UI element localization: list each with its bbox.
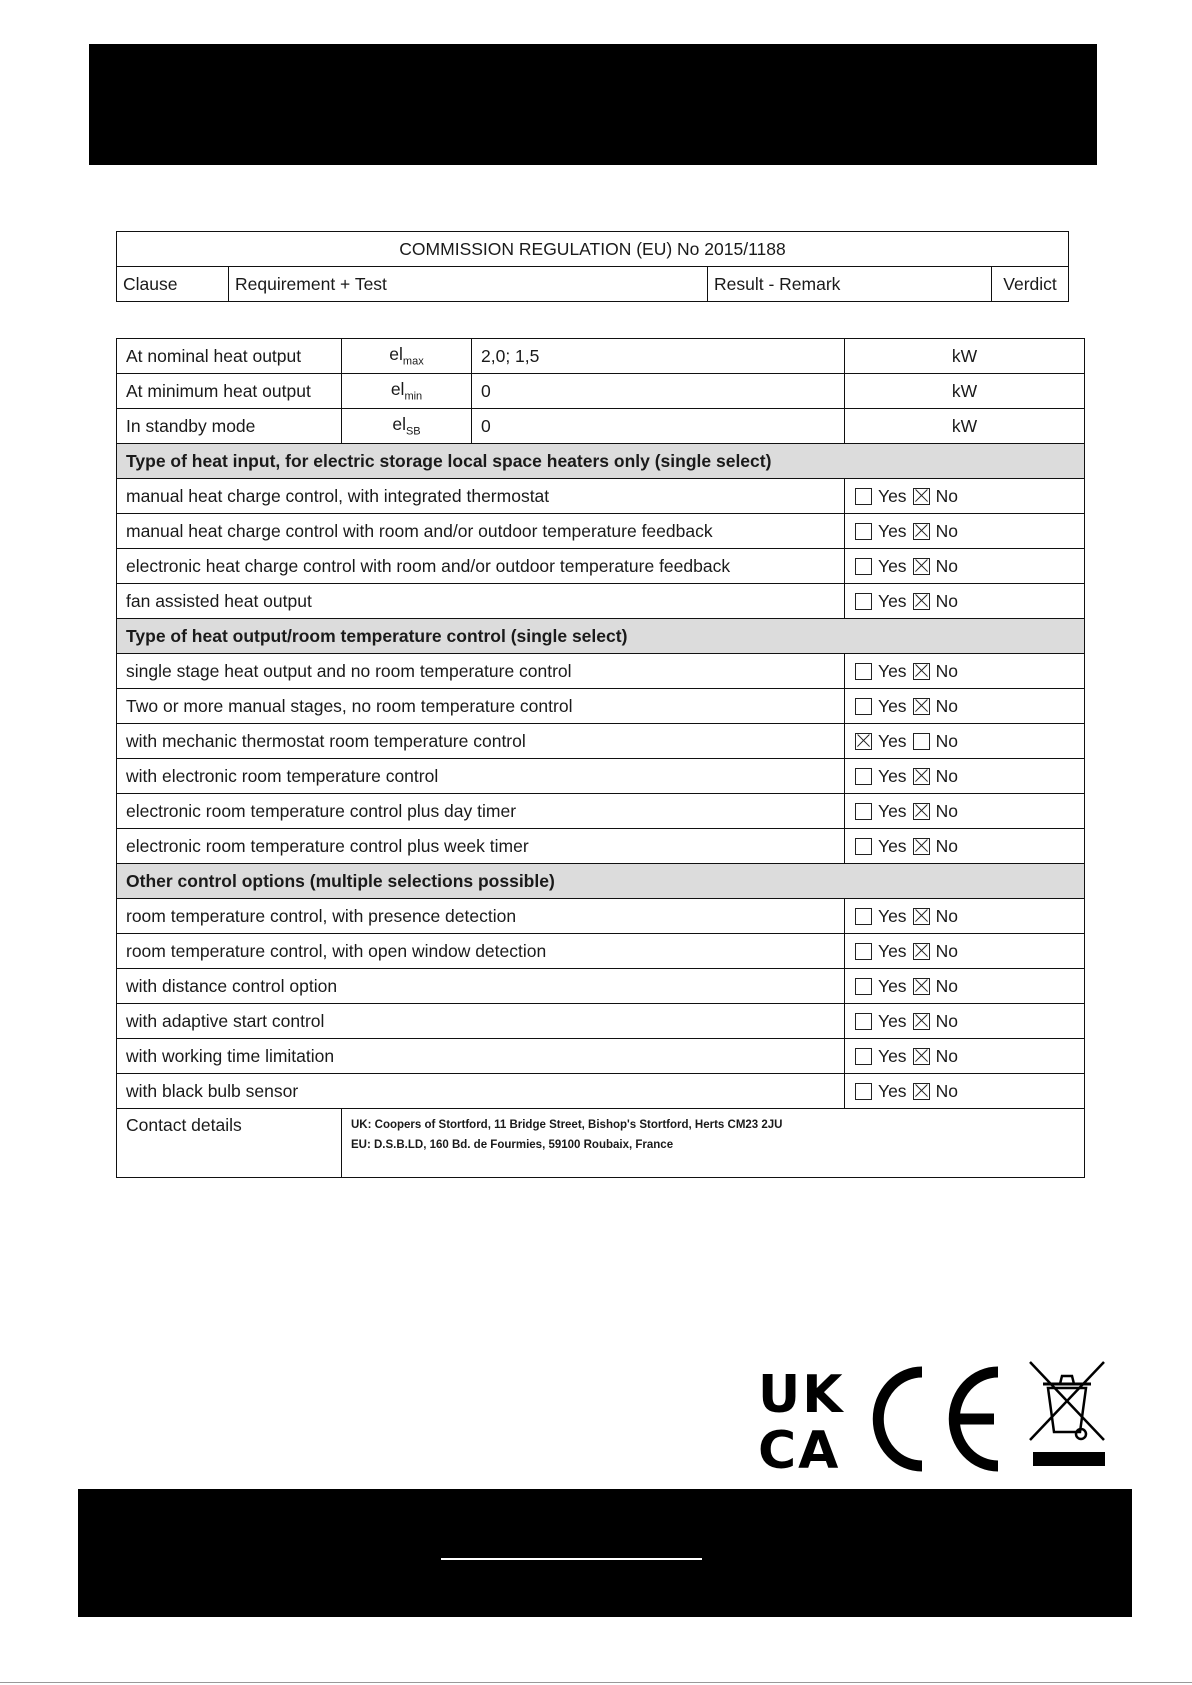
yes-no-selector [845,549,1085,584]
yes-label: Yes [878,660,907,681]
bottom-banner-underline [441,1558,702,1560]
no-checkbox[interactable] [913,768,930,785]
yes-checkbox[interactable] [855,1048,872,1065]
yes-no-selector [845,689,1085,724]
option-label: manual heat charge control with room and/or outdoor temperature feedback [117,514,845,549]
no-checkbox[interactable] [913,733,930,750]
no-label: No [935,660,958,681]
no-checkbox[interactable] [913,488,930,505]
power-symbol [342,339,472,374]
section-title: Type of heat output/room temperature control (single select) [117,619,1085,654]
yes-checkbox[interactable] [855,908,872,925]
option-row [117,1004,1085,1039]
yes-no-selector [845,899,1085,934]
yes-label: Yes [878,905,907,926]
power-value: 2,0; 1,5 [472,339,845,374]
power-symbol-subscript: max [402,355,424,368]
option-label: electronic heat charge control with room and/or outdoor temperature feedback [117,549,845,584]
option-row [117,584,1085,619]
yes-checkbox[interactable] [855,488,872,505]
yes-checkbox[interactable] [855,523,872,540]
column-header-clause: Clause [117,267,229,302]
column-header-result: Result - Remark [708,267,992,302]
yes-checkbox[interactable] [855,733,872,750]
yes-no-selector [845,514,1085,549]
contact-row [117,1109,1085,1178]
option-row [117,794,1085,829]
no-checkbox[interactable] [913,908,930,925]
power-label: In standby mode [117,409,342,444]
ukca-mark [758,1365,845,1472]
yes-checkbox[interactable] [855,943,872,960]
yes-label: Yes [878,800,907,821]
yes-no-selector [845,479,1085,514]
option-row [117,829,1085,864]
yes-no-selector [845,829,1085,864]
option-label: manual heat charge control, with integrated thermostat [117,479,845,514]
yes-label: Yes [878,1080,907,1101]
no-label: No [935,800,958,821]
no-checkbox[interactable] [913,1013,930,1030]
section-header-row [117,444,1085,479]
option-row [117,1039,1085,1074]
yes-no-selector [845,969,1085,1004]
yes-label: Yes [878,1010,907,1031]
power-value: 0 [472,409,845,444]
yes-checkbox[interactable] [855,978,872,995]
section-header-row [117,864,1085,899]
power-row [117,409,1085,444]
power-value: 0 [472,374,845,409]
no-label: No [935,835,958,856]
yes-checkbox[interactable] [855,698,872,715]
option-label: with adaptive start control [117,1004,845,1039]
ce-mark [878,1372,998,1466]
yes-label: Yes [878,940,907,961]
section-title: Type of heat input, for electric storage local space heaters only (single select) [117,444,1085,479]
power-unit: kW [845,409,1085,444]
power-symbol-base: el [390,379,405,400]
yes-label: Yes [878,730,907,751]
no-label: No [935,555,958,576]
no-label: No [935,940,958,961]
option-row [117,654,1085,689]
no-label: No [935,1080,958,1101]
contact-addresses [342,1109,1085,1178]
no-label: No [935,905,958,926]
yes-label: Yes [878,590,907,611]
contact-address-eu: EU: D.S.B.LD, 160 Bd. de Fourmies, 59100 Roubaix, France [351,1139,674,1151]
yes-no-selector [845,934,1085,969]
yes-label: Yes [878,765,907,786]
bottom-black-banner [78,1489,1132,1617]
yes-label: Yes [878,520,907,541]
option-label: single stage heat output and no room temperature control [117,654,845,689]
option-row [117,724,1085,759]
power-symbol-base: el [392,414,406,435]
no-label: No [935,765,958,786]
yes-no-selector [845,1039,1085,1074]
no-checkbox[interactable] [913,838,930,855]
regulation-title: COMMISSION REGULATION (EU) No 2015/1188 [117,232,1069,267]
yes-label: Yes [878,555,907,576]
yes-checkbox[interactable] [855,593,872,610]
no-checkbox[interactable] [913,523,930,540]
yes-label: Yes [878,695,907,716]
yes-checkbox[interactable] [855,803,872,820]
option-row [117,549,1085,584]
yes-checkbox[interactable] [855,1083,872,1100]
no-checkbox[interactable] [913,558,930,575]
option-row [117,479,1085,514]
yes-no-selector [845,1074,1085,1109]
no-checkbox[interactable] [913,803,930,820]
no-checkbox[interactable] [913,698,930,715]
contact-label: Contact details [117,1109,342,1178]
top-black-banner [89,44,1097,165]
ecodesign-info-table [116,338,1085,1178]
ukca-mark-line1: UK [758,1365,845,1425]
option-row [117,899,1085,934]
no-label: No [935,695,958,716]
power-label: At minimum heat output [117,374,342,409]
option-label: fan assisted heat output [117,584,845,619]
no-label: No [935,975,958,996]
section-header-row [117,619,1085,654]
option-label: electronic room temperature control plus day timer [117,794,845,829]
yes-label: Yes [878,835,907,856]
ukca-mark-line2: CA [758,1421,841,1472]
option-label: room temperature control, with open window detection [117,934,845,969]
option-row [117,934,1085,969]
yes-label: Yes [878,975,907,996]
column-header-requirement: Requirement + Test [229,267,708,302]
yes-no-selector [845,654,1085,689]
option-label: with mechanic thermostat room temperature control [117,724,845,759]
power-symbol-base: el [389,344,403,365]
option-label: electronic room temperature control plus week timer [117,829,845,864]
power-symbol [342,374,472,409]
power-symbol [342,409,472,444]
power-row [117,374,1085,409]
option-label: Two or more manual stages, no room temperature control [117,689,845,724]
yes-label: Yes [878,1045,907,1066]
power-unit: kW [845,339,1085,374]
no-label: No [935,1045,958,1066]
power-row [117,339,1085,374]
contact-address-uk: UK: Coopers of Stortford, 11 Bridge Street, Bishop's Stortford, Herts CM23 2JU [351,1119,783,1131]
yes-checkbox[interactable] [855,838,872,855]
yes-no-selector [845,584,1085,619]
yes-label: Yes [878,485,907,506]
yes-checkbox[interactable] [855,558,872,575]
yes-no-selector [845,724,1085,759]
column-header-verdict: Verdict [992,267,1069,302]
no-label: No [935,485,958,506]
yes-no-selector [845,794,1085,829]
option-row [117,969,1085,1004]
compliance-marks [758,1360,1108,1472]
no-label: No [935,730,958,751]
no-checkbox[interactable] [913,663,930,680]
option-label: with electronic room temperature control [117,759,845,794]
regulation-header-table [116,231,1069,302]
power-unit: kW [845,374,1085,409]
option-label: with black bulb sensor [117,1074,845,1109]
no-checkbox[interactable] [913,943,930,960]
no-label: No [935,520,958,541]
yes-checkbox[interactable] [855,1013,872,1030]
weee-crossed-bin-icon [1030,1362,1105,1466]
yes-no-selector [845,1004,1085,1039]
option-row [117,689,1085,724]
yes-checkbox[interactable] [855,663,872,680]
power-symbol-subscript: SB [405,425,421,438]
yes-checkbox[interactable] [855,768,872,785]
no-checkbox[interactable] [913,978,930,995]
option-label: with working time limitation [117,1039,845,1074]
no-label: No [935,590,958,611]
page-edge-rule [0,1682,1192,1683]
option-label: with distance control option [117,969,845,1004]
no-checkbox[interactable] [913,593,930,610]
no-label: No [935,1010,958,1031]
no-checkbox[interactable] [913,1048,930,1065]
option-row [117,759,1085,794]
section-title: Other control options (multiple selections possible) [117,864,1085,899]
option-row [117,1074,1085,1109]
no-checkbox[interactable] [913,1083,930,1100]
option-label: room temperature control, with presence detection [117,899,845,934]
option-row [117,514,1085,549]
yes-no-selector [845,759,1085,794]
power-symbol-subscript: min [404,390,423,403]
power-label: At nominal heat output [117,339,342,374]
